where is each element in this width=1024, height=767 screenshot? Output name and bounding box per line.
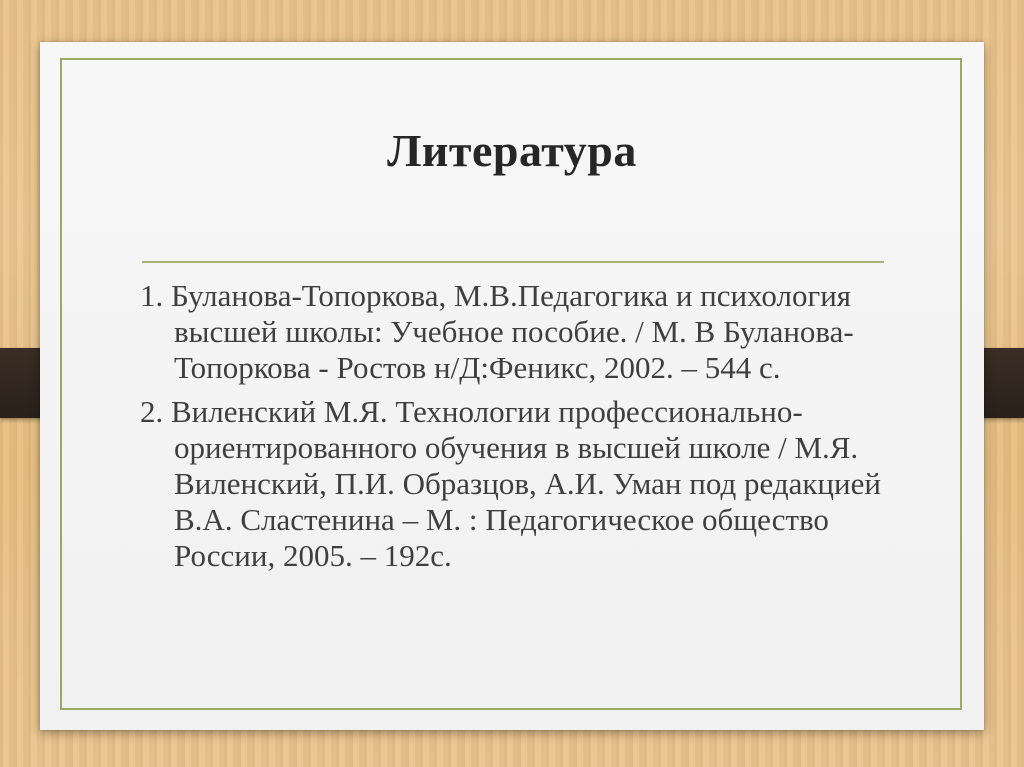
reference-item-1: 1. Буланова-Топоркова, М.В.Педагогика и психология высшей школы: Учебное пособие. / М. В Буланова-Топоркова - Ростов н/Д:Феникс, 2002. – 544 с. [140, 278, 854, 385]
reference-item-2: 2. Виленский М.Я. Технологии профессионально- ориентированного обучения в высшей школе / М.Я. Виленский, П.И. Образцов, А.И. Уман под редакцией В.А. Сластенина – М. : Педагогическое общество России, 2005. – 192с. [140, 394, 881, 573]
title-divider [142, 261, 884, 263]
reference-list [140, 278, 900, 582]
slide-title: Литература [387, 125, 637, 176]
slide-paper [40, 42, 984, 730]
